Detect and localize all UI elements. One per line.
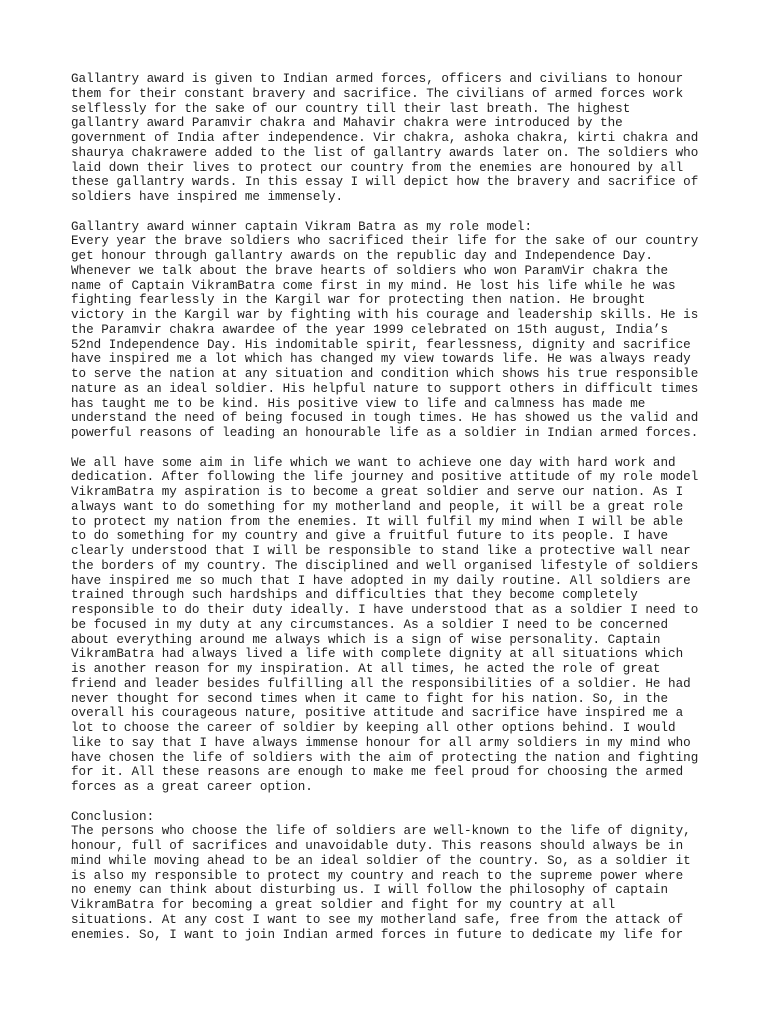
text-line: the borders of my country. The disciplined and well organised lifestyle of soldiers (71, 558, 699, 573)
paragraph-gap (71, 441, 711, 456)
text-line: them for their constant bravery and sacrifice. The civilians of armed forces work (71, 86, 684, 101)
text-line: enemies. So, I want to join Indian armed forces in future to dedicate my life for (71, 927, 684, 942)
section-heading: Conclusion: (71, 809, 155, 824)
text-line: has taught me to be kind. His positive view to life and calmness has made me (71, 396, 646, 411)
text-line: like to say that I have always immense honour for all army soldiers in my mind who (71, 735, 691, 750)
text-line: is another reason for my inspiration. At all times, he acted the role of great (71, 662, 661, 676)
paragraph-gap (71, 795, 711, 810)
section-heading: Gallantry award winner captain Vikram Batra as my role model: (71, 219, 533, 234)
text-line: forces as a great career option. (71, 780, 313, 794)
text-line: Whenever we talk about the brave hearts of soldiers who won ParamVir chakra the (71, 263, 669, 278)
paragraph-gap (71, 205, 711, 220)
text-line: always want to do something for my motherland and people, it will be a great role (71, 499, 684, 514)
text-line: name of Captain VikramBatra come first in my mind. He lost his life while he was (71, 278, 676, 293)
document-page (71, 72, 711, 942)
text-line: selflessly for the sake of our country till their last breath. The highest (71, 101, 631, 116)
text-line: VikramBatra my aspiration is to become a great soldier and serve our nation. As I (71, 485, 684, 499)
text-line: understand the need of being focused in tough times. He has showed us the valid and (71, 411, 699, 426)
text-line: soldiers have inspired me immensely. (71, 190, 344, 204)
text-line: never thought for second times when it came to fight for his nation. So, in the (71, 691, 669, 706)
text-line: be focused in my duty at any circumstances. As a soldier I need to be concerned (71, 617, 669, 632)
text-line: gallantry award Paramvir chakra and Mahavir chakra were introduced by the (71, 116, 623, 131)
text-line: the Paramvir chakra awardee of the year 1999 celebrated on 15th august, India’s (71, 322, 669, 337)
text-line: to do something for my country and give a fruitful future to its people. I have (71, 529, 669, 544)
text-line: We all have some aim in life which we want to achieve one day with hard work and (71, 455, 676, 470)
text-line: clearly understood that I will be responsible to stand like a protective wall near (71, 544, 691, 558)
text-line: Gallantry award is given to Indian armed forces, officers and civilians to honour (71, 72, 684, 86)
text-line: have inspired me a lot which has changed my view towards life. He was always ready (71, 352, 691, 367)
text-line: The persons who choose the life of soldiers are well-known to the life of dignity, (71, 824, 691, 839)
text-line: is also my responsible to protect my country and reach to the supreme power where (71, 868, 684, 883)
text-line: overall his courageous nature, positive attitude and sacrifice have inspired me a (71, 706, 684, 721)
text-line: Every year the brave soldiers who sacrificed their life for the sake of our country (71, 234, 699, 249)
text-line: about everything around me always which is a sign of wise personality. Captain (71, 632, 661, 647)
text-line: situations. At any cost I want to see my motherland safe, free from the attack of (71, 912, 684, 927)
text-line: 52nd Independence Day. His indomitable spirit, fearlessness, dignity and sacrifice (71, 337, 691, 352)
text-line: honour, full of sacrifices and unavoidable duty. This reasons should always be in (71, 839, 684, 853)
text-line: laid down their lives to protect our country from the enemies are honoured by all (71, 160, 684, 175)
text-line: to protect my nation from the enemies. It will fulfil my mind when I will be able (71, 514, 684, 529)
text-line: responsible to do their duty ideally. I have understood that as a soldier I need to (71, 603, 699, 617)
text-line: fighting fearlessly in the Kargil war for protecting then nation. He brought (71, 293, 646, 308)
text-line: nature as an ideal soldier. His helpful nature to support others in difficult times (71, 381, 699, 396)
text-line: get honour through gallantry awards on the republic day and Independence Day. (71, 249, 653, 263)
text-line: VikramBatra had always lived a life with complete dignity at all situations which (71, 647, 684, 662)
text-line: victory in the Kargil war by fighting with his courage and leadership skills. He is (71, 308, 699, 322)
text-line: no enemy can think about disturbing us. I will follow the philosophy of captain (71, 883, 669, 898)
paragraph-role-model (71, 220, 711, 441)
text-line: to serve the nation at any situation and condition which shows his true responsible (71, 367, 699, 381)
paragraph-intro (71, 72, 711, 205)
text-line: friend and leader besides fulfilling all the responsibilities of a soldier. He had (71, 676, 691, 691)
text-line: these gallantry wards. In this essay I will depict how the bravery and sacrifice of (71, 175, 699, 190)
text-line: mind while moving ahead to be an ideal soldier of the country. So, as a soldier it (71, 853, 691, 868)
text-line: shaurya chakrawere added to the list of gallantry awards later on. The soldiers who (71, 145, 699, 160)
text-line: lot to choose the career of soldier by keeping all other options behind. I would (71, 721, 676, 735)
text-line: for it. All these reasons are enough to make me feel proud for choosing the armed (71, 765, 684, 780)
paragraph-aim (71, 456, 711, 795)
text-line: dedication. After following the life journey and positive attitude of my role model (71, 470, 699, 485)
text-line: VikramBatra for becoming a great soldier and fight for my country at all (71, 898, 616, 912)
text-line: have inspired me so much that I have adopted in my daily routine. All soldiers are (71, 573, 691, 588)
text-line: have chosen the life of soldiers with the aim of protecting the nation and fighting (71, 750, 699, 765)
text-line: powerful reasons of leading an honourable life as a soldier in Indian armed forces. (71, 426, 699, 440)
paragraph-conclusion (71, 810, 711, 943)
text-line: government of India after independence. Vir chakra, ashoka chakra, kirti chakra and (71, 131, 699, 145)
text-line: trained through such hardships and difficulties that they become completely (71, 588, 638, 603)
